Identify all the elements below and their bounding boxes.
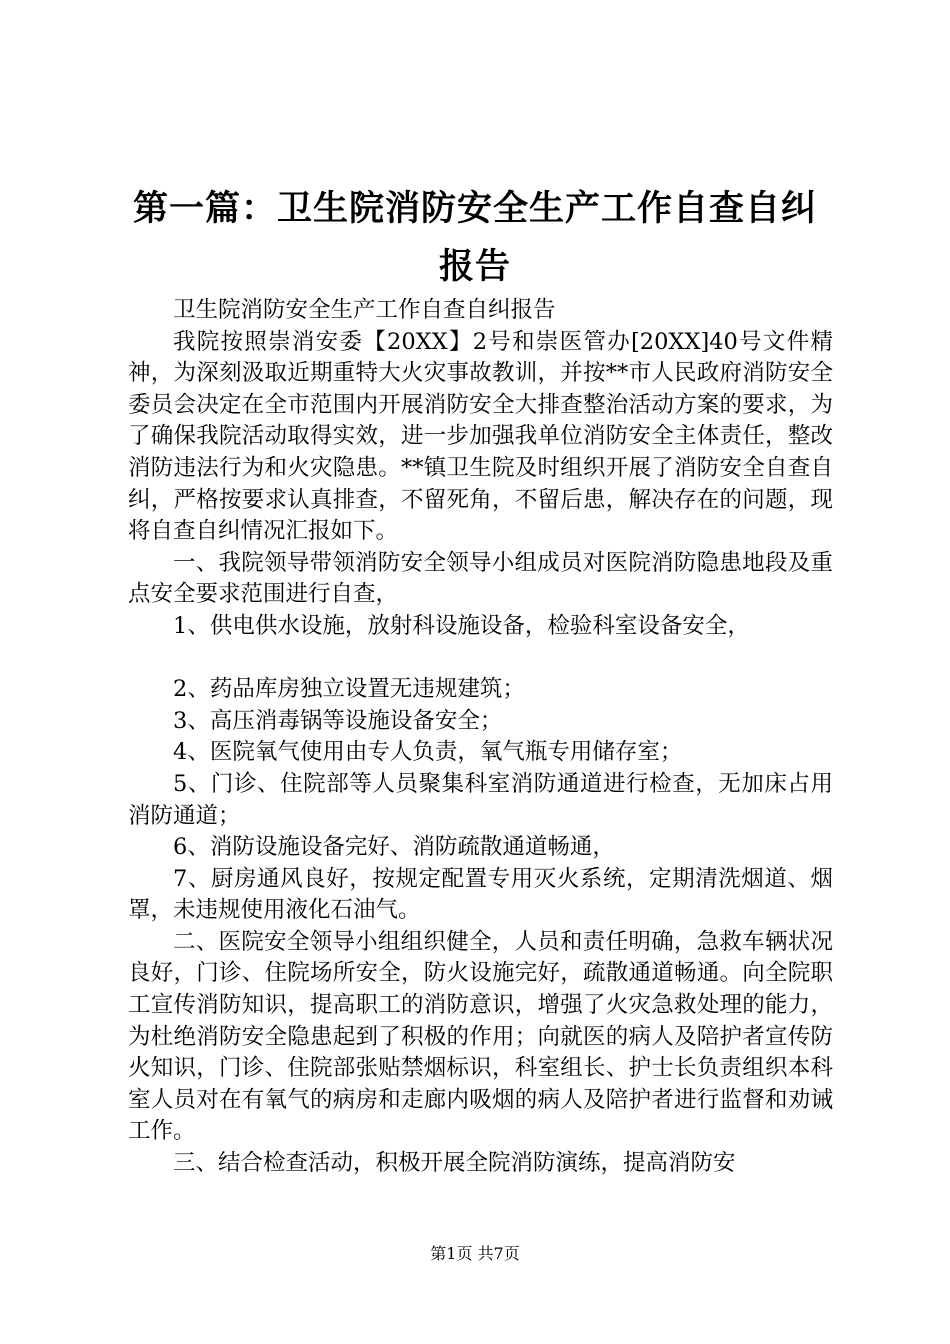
document-body bbox=[128, 295, 833, 1180]
document-title: 第一篇：卫生院消防安全生产工作自查自纠报告 bbox=[132, 189, 817, 287]
list-item-7: 7、厨房通风良好，按规定配置专用灭火系统，定期清洗烟道、烟罩，未违规使用液化石油气。 bbox=[128, 865, 833, 924]
paragraph-section-1: 一、我院领导带领消防安全领导小组成员对医院消防隐患地段及重点安全要求范围进行自查， bbox=[128, 549, 833, 608]
list-item-3: 3、高压消毒锅等设施设备安全； bbox=[173, 707, 503, 734]
paragraph-section-3: 三、结合检查活动，积极开展全院消防演练，提高消防安 bbox=[173, 1150, 736, 1177]
list-item-2: 2、药品库房独立设置无违规建筑； bbox=[173, 676, 525, 703]
list-item-5: 5、门诊、住院部等人员聚集科室消防通道进行检查，无加床占用消防通道； bbox=[128, 770, 833, 829]
page-footer: 第1页 共7页 bbox=[430, 1244, 520, 1263]
paragraph-intro: 我院按照崇消安委【20XX】2号和崇医管办[20XX]40号文件精神，为深刻汲取近期重特大火灾事故教训，并按**市人民政府消防安全委员会决定在全市范围内开展消防安全大排查整治活动方案的要求，为了确保我院活动取得实效，进一步加强我单位消防安全主体责任，整改消防违法行为和火灾隐患。**镇卫生院及时组织开展了消防安全自查自纠，严格按要求认真排查，不留死角，不留后患，解决存在的问题，现将自查自纠情况汇报如下。 bbox=[128, 328, 833, 545]
list-item-1: 1、供电供水设施，放射科设施设备，检验科室设备安全， bbox=[173, 612, 750, 639]
list-item-6: 6、消防设施设备完好、消防疏散通道畅通， bbox=[173, 834, 615, 861]
paragraph-section-2: 二、医院安全领导小组组织健全，人员和责任明确，急救车辆状况良好，门诊、住院场所安全，防火设施完好，疏散通道畅通。向全院职工宣传消防知识，提高职工的消防意识，增强了火灾急救处理的能力，为杜绝消防安全隐患起到了积极的作用；向就医的病人及陪护者宣传防火知识，门诊、住院部张贴禁烟标识，科室组长、护士长负责组织本科室人员对在有氧气的病房和走廊内吸烟的病人及陪护者进行监督和劝诫工作。 bbox=[128, 928, 833, 1145]
list-item-4: 4、医院氧气使用由专人负责，氧气瓶专用储存室； bbox=[173, 739, 683, 766]
paragraph-subtitle: 卫生院消防安全生产工作自查自纠报告 bbox=[173, 297, 556, 323]
